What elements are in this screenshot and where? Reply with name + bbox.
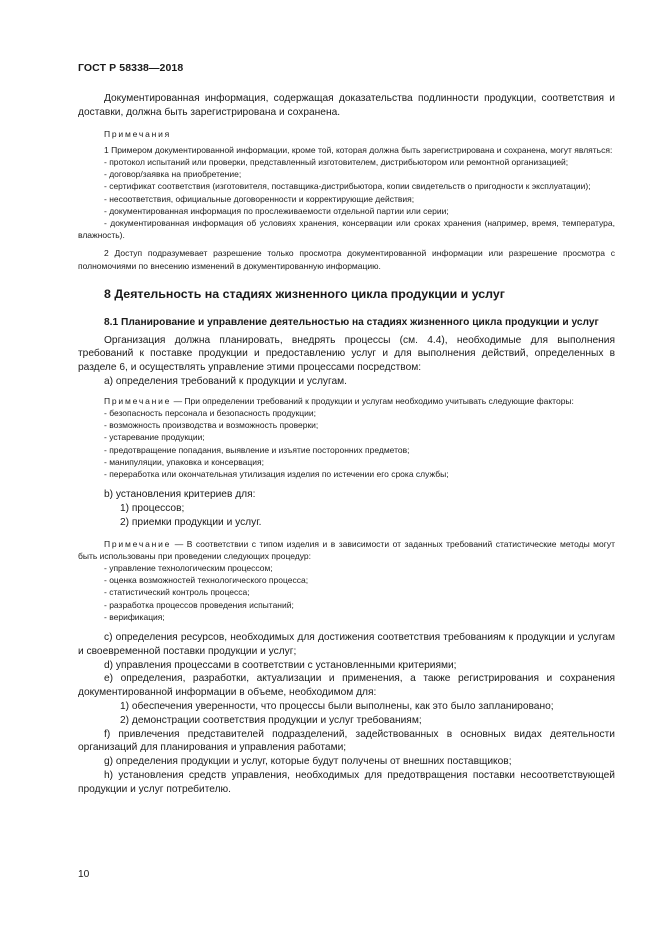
- notes-block: [78, 128, 615, 272]
- note-1-item: - протокол испытаний или проверки, представленный изготовителем, дистрибьютором или ремонтной организацией;: [104, 157, 569, 167]
- note-a-item: - манипуляции, упаковка и консервация;: [104, 456, 264, 467]
- note-a: [78, 395, 615, 407]
- note-a-item: - предотвращение попадания, выявление и изъятие посторонних предметов;: [104, 444, 410, 455]
- list-item-b1: 1) процессов;: [120, 503, 185, 515]
- note-1-item: - несоответствия, официальные договоренности и корректирующие действия;: [104, 193, 415, 204]
- note-1-item: - договор/заявка на приобретение;: [104, 169, 242, 180]
- note-1-item: - сертификат соответствия (изготовителя, поставщика-дистрибьютора, копии свидетельств о пригодности к эксплуатации);: [104, 181, 591, 192]
- list-item-e1: 1) обеспечения уверенности, что процессы были выполнены, как это было запланировано;: [120, 701, 554, 713]
- list-item-e2: 2) демонстрации соответствия продукции и услуг требованиям;: [120, 714, 422, 726]
- note-a-item: - устаревание продукции;: [104, 432, 205, 443]
- note-b-item: - статистический контроль процесса;: [104, 587, 250, 598]
- notes-heading: Примечания: [104, 128, 172, 139]
- page-content: [78, 92, 615, 797]
- note-b-item: - верификация;: [104, 611, 165, 622]
- note-b-block: [78, 538, 615, 623]
- note-2: 2 Доступ подразумевает разрешение только просмотра документированной информации или разрешение просмотра с полномочиями по внесению изменений в документированную информацию.: [78, 248, 615, 271]
- list-item-d: d) управления процессами в соответствии с установленными критериями;: [104, 659, 457, 671]
- note-a-label: Примечание: [104, 395, 172, 406]
- note-1-item: - документированная информация об условиях хранения, консервации или сроках хранения (например, время, температура, влажность).: [78, 218, 615, 241]
- list-item-b: b) установления критериев для:: [104, 489, 256, 501]
- list-item-e: e) определения, разработки, актуализации и применения, а также регистрирования и сохранения документированной информации в объеме, необходимом для:: [78, 673, 615, 699]
- section-8-heading: 8 Деятельность на стадиях жизненного цикла продукции и услуг: [104, 286, 505, 301]
- list-item-c: c) определения ресурсов, необходимых для достижения соответствия требованиям к продукции и услугам и своевременной поставки продукции и услуг;: [78, 632, 615, 657]
- note-b-text: — В соответствии с типом изделия и в зависимости от заданных требований статистические методы могут быть использованы при проведении следующих процедур:: [78, 538, 615, 561]
- note-a-text: — При определении требований к продукции и услугам необходимо учитывать следующие факторы:: [171, 395, 574, 406]
- note-b: [78, 538, 615, 562]
- page-number: 10: [78, 869, 90, 880]
- note-b-item: - разработка процессов проведения испытаний;: [104, 599, 294, 610]
- list-item-a: а) определения требований к продукции и услугам.: [104, 376, 347, 388]
- section-8-1-heading: 8.1 Планирование и управление деятельностью на стадиях жизненного цикла продукции и услуг: [104, 316, 599, 328]
- note-1-item: - документированная информация по прослеживаемости отдельной партии или серии;: [104, 205, 449, 216]
- note-b-item: - управление технологическим процессом;: [104, 563, 273, 574]
- intro-paragraph: Документированная информация, содержащая доказательства подлинности продукции, соответствия и доставки, должна быть зарегистрирована и сохранена.: [78, 93, 615, 118]
- note-a-block: [78, 395, 615, 480]
- note-a-item: - безопасность персонала и безопасность продукции;: [104, 408, 316, 419]
- list-item-f: f) привлечения представителей подразделений, задействованных в основных видах деятельности организаций для планирования и управления работами;: [78, 728, 615, 754]
- note-b-item: - оценка возможностей технологического процесса;: [104, 575, 309, 586]
- list-item-g: g) определения продукции и услуг, которые будут получены от внешних поставщиков;: [104, 756, 512, 768]
- note-a-item: - переработка или окончательная утилизация изделия по истечении его срока службы;: [104, 469, 449, 480]
- section-8-1-paragraph: Организация должна планировать, внедрять процессы (см. 4.4), необходимые для выполнения требований к поставке продукции и предоставлению услуг и для выполнения действий, определенных в разделе 6, и осуществлять управление этими процессами посредством:: [78, 334, 615, 374]
- list-item-h: h) установления средств управления, необходимых для предотвращения поставки несоответствующей продукции и услуг потребителю.: [78, 770, 615, 795]
- list-item-b2: 2) приемки продукции и услуг.: [120, 516, 262, 528]
- note-1: 1 Примером документированной информации, кроме той, которая должна быть зарегистрирована и сохранена, могут являться:: [104, 144, 613, 155]
- standard-header: ГОСТ Р 58338—2018: [78, 62, 184, 74]
- note-b-label: Примечание: [104, 538, 172, 549]
- note-a-item: - возможность производства и возможность проверки;: [104, 420, 319, 431]
